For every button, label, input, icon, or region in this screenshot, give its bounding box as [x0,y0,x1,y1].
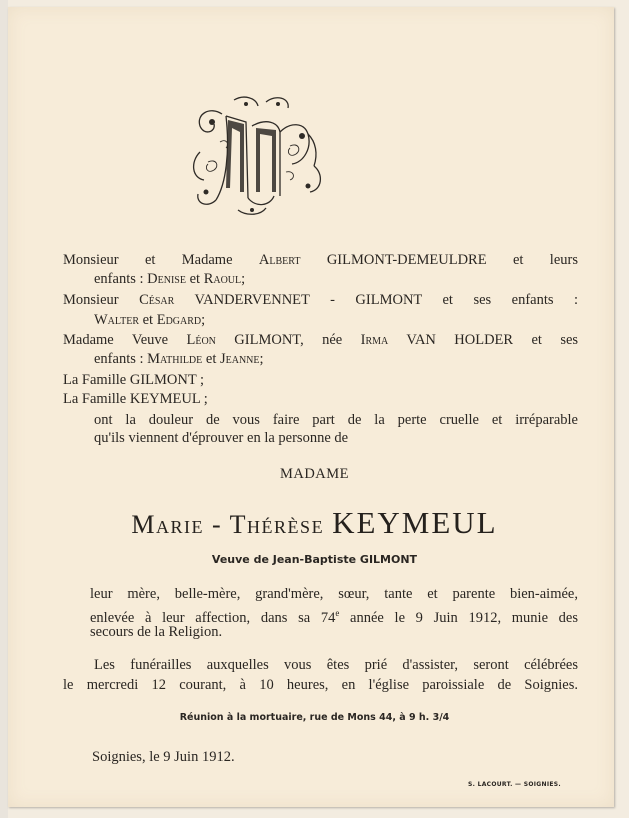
printer-imprint: S. LACOURT. — SOIGNIES. [468,781,561,788]
family-line-5: Madame Veuve Léon GILMONT, née Irma VAN HOLDER et ses [63,332,579,348]
place-and-date: Soignies, le 9 Juin 1912. [92,749,235,765]
deceased-first-names: Marie - Thérèse [131,510,325,539]
family-line-8: La Famille KEYMEUL ; [63,391,208,407]
family-line-1: Monsieur et Madame Albert GILMONT-DEMEULDRE et leurs [63,252,578,268]
monogram-ornament-icon [186,92,330,216]
family-line-9: ont la douleur de vous faire part de la perte cruelle et irréparable [94,412,578,428]
family-line-6: enfants : Mathilde et Jeanne; [94,351,264,367]
family-line-2: enfants : Denise et Raoul; [94,271,246,287]
family-line-3: Monsieur César VANDERVENNET - GILMONT et ses enfants : [63,292,579,308]
deceased-name [0,505,629,541]
reunion-notice: Réunion à la mortuaire, rue de Mons 44, à 9 h. 3/4 [179,712,450,723]
body-p1-line-2: enlevée à leur affection, dans sa 74e année le 9 Juin 1912, munie des [90,608,579,626]
body-p1-line-3: secours de la Religion. [90,624,223,640]
body-p2-line-1: Les funérailles auxquelles vous êtes prié d'assister, seront célébrées [94,657,578,673]
body-p2-line-2: le mercredi 12 courant, à 10 heures, en l'église paroissiale de Soignies. [63,677,578,693]
widow-of-line: Veuve de Jean-Baptiste GILMONT [211,553,418,566]
page-edge [0,0,8,818]
family-line-10: qu'ils viennent d'éprouver en la personne de [94,430,349,446]
deceased-last-name: KEYMEUL [332,505,498,540]
deceased-title: MADAME [279,466,350,482]
family-line-7: La Famille GILMONT ; [63,372,205,388]
body-p1-line-1: leur mère, belle-mère, grand'mère, sœur, tante et parente bien-aimée, [90,586,578,602]
family-line-4: Walter et Edgard; [94,312,206,328]
